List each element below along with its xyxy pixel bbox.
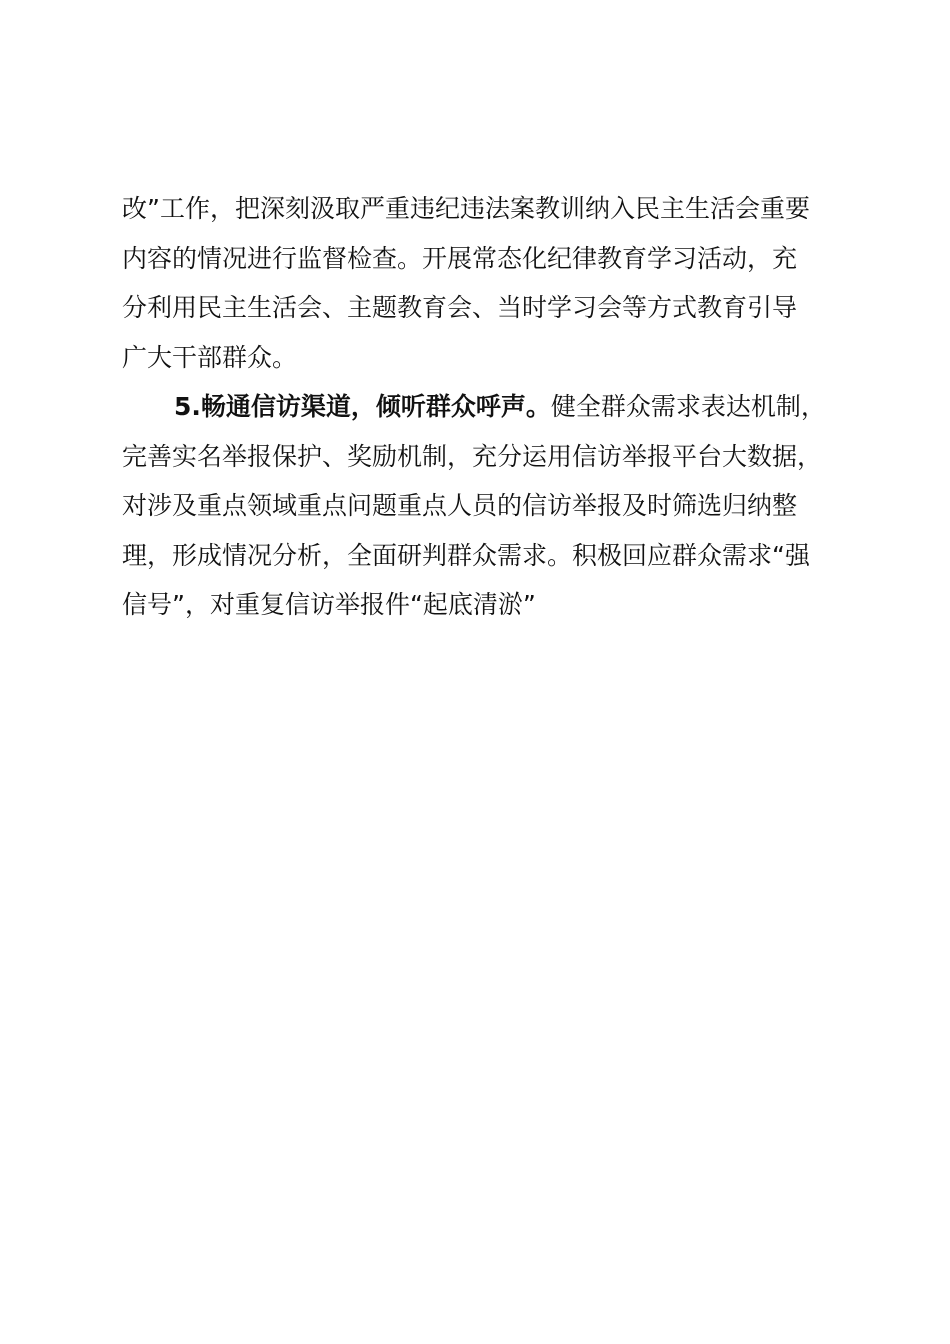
body-text xyxy=(122,184,838,630)
paragraph-1-line-4: 广大干部群众。 xyxy=(122,342,298,372)
paragraph-2-first-line-text: 健全群众需求表达机制， xyxy=(550,392,826,421)
paragraph-2-line-1 xyxy=(122,382,838,432)
paragraph-2-line-4: 理，形成情况分析，全面研判群众需求。积极回应群众需求“强 xyxy=(122,540,810,570)
paragraph-1-line-2: 内容的情况进行监督检查。开展常态化纪律教育学习活动，充 xyxy=(122,243,798,273)
paragraph-2-line-3: 对涉及重点领域重点问题重点人员的信访举报及时筛选归纳整 xyxy=(122,491,798,520)
paragraph-1-line-3: 分利用民主生活会、主题教育会、当时学习会等方式教育引导 xyxy=(122,293,798,322)
paragraph-2-line-2: 完善实名举报保护、奖励机制，充分运用信访举报平台大数据， xyxy=(122,441,823,471)
paragraph-2-line-5: 信号”，对重复信访举报件“起底清淤” xyxy=(122,590,536,619)
section-heading: 5.畅通信访渠道，倾听群众呼声。 xyxy=(174,392,551,421)
paragraph-1-line-1: 改”工作，把深刻汲取严重违纪违法案教训纳入民主生活会重要 xyxy=(122,194,810,223)
